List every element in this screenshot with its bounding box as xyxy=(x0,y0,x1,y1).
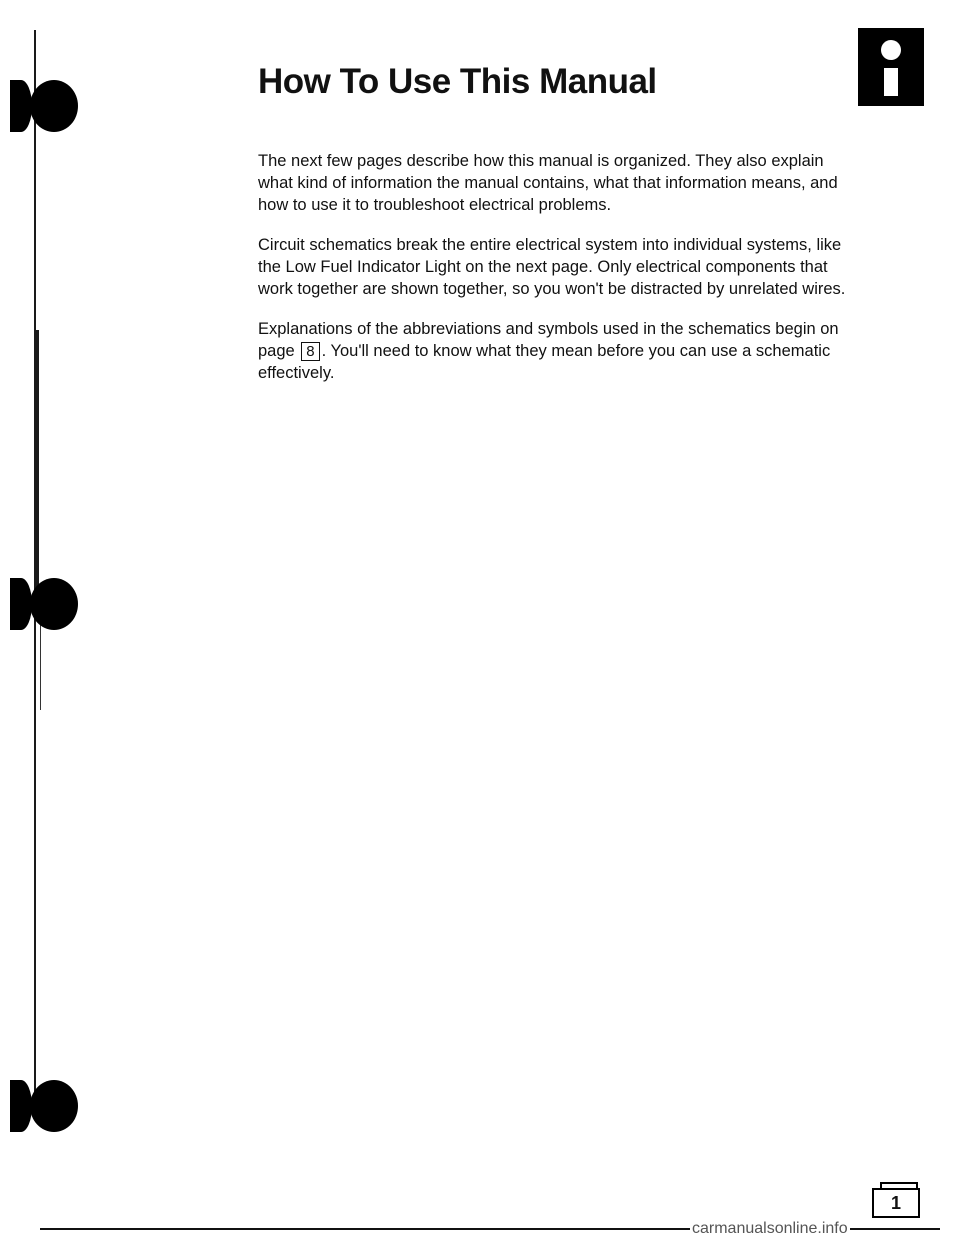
punch-hole-edge-bottom xyxy=(10,1080,32,1132)
punch-hole-bottom xyxy=(30,1080,78,1132)
page-number: 1 xyxy=(872,1188,920,1218)
paragraph-abbreviations-before: Explanations of the abbreviations and symbols used in the schematics begin on page xyxy=(258,320,839,360)
page-title: How To Use This Manual xyxy=(258,62,657,101)
paragraph-abbreviations xyxy=(258,318,858,384)
punch-hole-middle xyxy=(30,578,78,630)
info-icon-dot xyxy=(881,40,901,60)
info-icon xyxy=(858,28,924,106)
paragraph-organization: The next few pages describe how this manual is organized. They also explain what kind of information the manual contains, what that information means, and how to use it to troubleshoot electrical problems. xyxy=(258,152,838,214)
page-reference-link[interactable]: 8 xyxy=(301,342,319,361)
watermark: carmanualsonline.info xyxy=(692,1220,848,1237)
body-text xyxy=(258,150,858,402)
binder-line-thick xyxy=(36,330,39,590)
info-icon-stem xyxy=(884,68,898,96)
paragraph-schematics: Circuit schematics break the entire electrical system into individual systems, like the Low Fuel Indicator Light on the next page. Only electrical components that work together are shown together, so you won't be distracted by unrelated wires. xyxy=(258,236,846,298)
punch-hole-top xyxy=(30,80,78,132)
paragraph-abbreviations-after: . You'll need to know what they mean before you can use a schematic effectively. xyxy=(258,342,831,382)
punch-hole-edge-middle xyxy=(10,578,32,630)
punch-hole-edge-top xyxy=(10,80,32,132)
